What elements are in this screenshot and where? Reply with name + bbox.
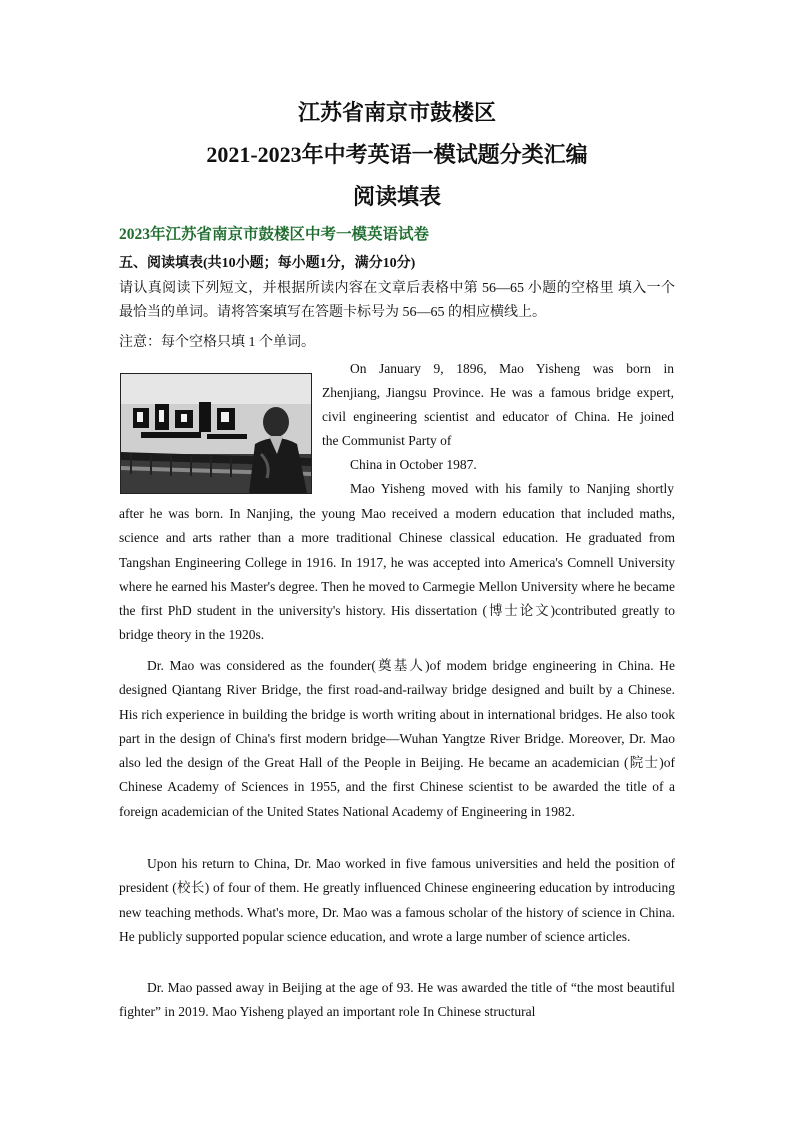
header-exam-title: 2021-2023年中考英语一模试题分类汇编 (206, 142, 588, 167)
note: 注意：每个空格只填 1 个单词。 (119, 335, 315, 350)
passage-paragraph-3: Dr. Mao was considered as the founder(奠基人)of modem bridge engineering in China. He designed Qiantang River Bridge, the first road-and-railway bridge designed and built by a Chinese. His rich experience in building the bridge is worth writing about in international bridges. He also took part in the design of China's first modern bridge—Wuhan Yangtze River Bridge. Moreover, Dr. Mao also led the design of the Great Hall of the People in Beijing. He became an academician (院士)of Chinese Academy of Sciences in 1955, and the first Chinese scientist to be awarded the title of a foreign academician of the United States National Academy of Engineering in 1982. (119, 658, 675, 819)
passage-paragraph-4: Upon his return to China, Dr. Mao worked in five famous universities and held the position of president (校长) of four of them. He greatly influenced Chinese engineering education by introducing new teaching methods. What's more, Dr. Mao was a famous scholar of the history of science in China. He publicly supported popular science education, and wrote a large number of science articles. (119, 856, 675, 944)
passage-line-3: civil engineering scientist and educator of China. He joined (322, 409, 674, 424)
instructions: 请认真阅读下列短文，并根据所读内容在文章后表格中第 56—65 小题的空格里 填入一个最恰当的单词。请将答案填写在答题卡标号为 56—65 的相应横线上。 (119, 281, 675, 320)
header-topic: 阅读填表 (352, 184, 441, 209)
passage-line-6: Mao Yisheng moved with his family to Nanjing shortly (350, 481, 674, 496)
passage-paragraph-2: after he was born. In Nanjing, the young Mao received a modern education that included maths, science and arts rather than a more traditional Chinese classical education. He graduated from Tangshan Engineering College in 1916. In 1917, he was accepted into America's Comnell University where he earned his Master's degree. Then he moved to Carmegie Mellon University where he became the first PhD student in the university's history. His dissertation (博士论文)contributed greatly to bridge theory in the 1920s. (119, 506, 675, 643)
passage-paragraph-5: Dr. Mao passed away in Beijing at the age of 93. He was awarded the title of “the most beautiful fighter” in 2019. Mao Yisheng played an important role In Chinese structural (119, 980, 675, 1020)
mao-yisheng-photo (120, 373, 312, 494)
passage-line-4: the Communist Party of (322, 433, 452, 448)
passage-line-1: On January 9, 1896, Mao Yisheng was born in (350, 361, 674, 376)
passage-line-2: Zhenjiang, Jiangsu Province. He was a famous bridge expert, (322, 385, 674, 400)
header-region: 江苏省南京市鼓楼区 (297, 100, 496, 125)
passage-line-5: China in October 1987. (350, 457, 477, 472)
section-title: 2023年江苏省南京市鼓楼区中考一模英语试卷 (119, 226, 430, 243)
part-title: 五、阅读填表(共10小题；每小题1分，满分10分) (119, 256, 416, 271)
